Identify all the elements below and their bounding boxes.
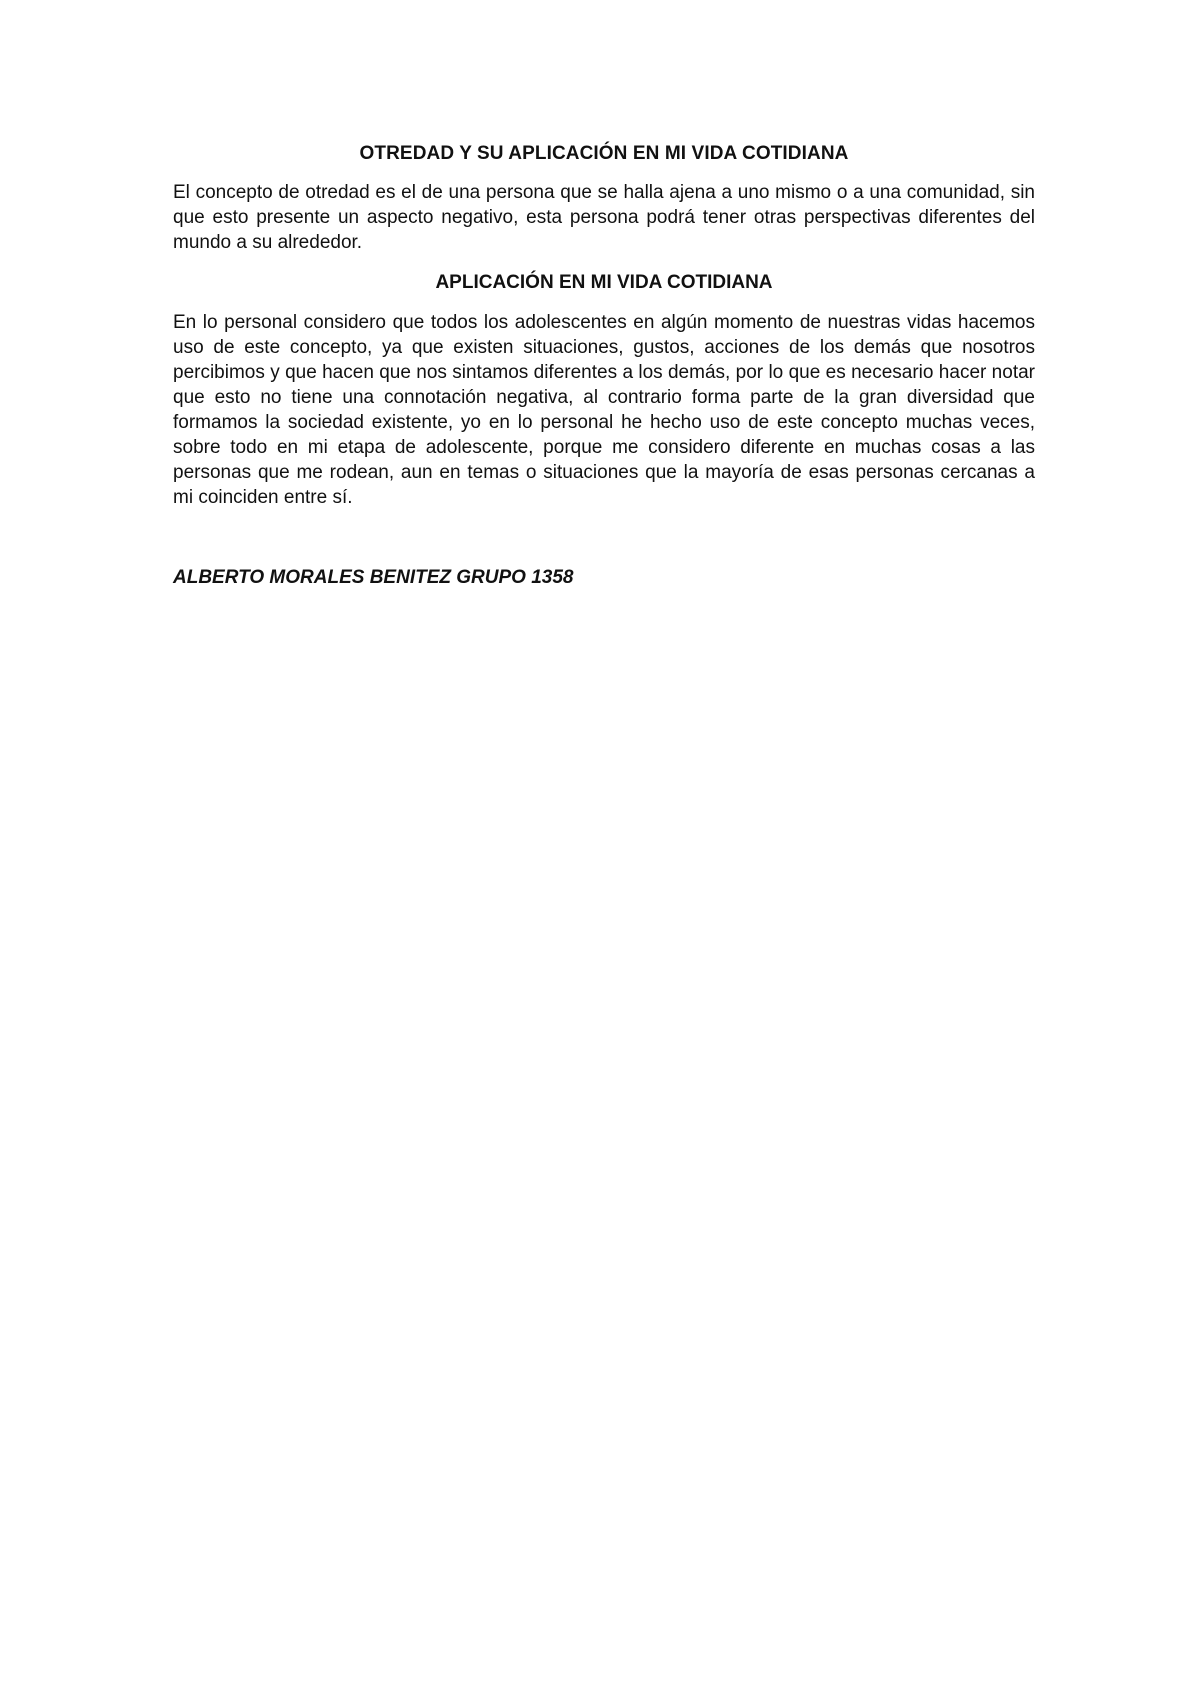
document-content [173,142,1035,590]
document-title: OTREDAD Y SU APLICACIÓN EN MI VIDA COTIDIANA [359,143,849,164]
intro-paragraph: El concepto de otredad es el de una persona que se halla ajena a uno mismo o a una comunidad, sin que esto presente un aspecto negativo, esta persona podrá tener otras perspectivas diferentes del mundo a su alrededor. [173,182,1035,253]
section-heading: APLICACIÓN EN MI VIDA COTIDIANA [435,272,773,293]
section-paragraph: En lo personal considero que todos los adolescentes en algún momento de nuestras vidas hacemos uso de este concepto, ya que existen situaciones, gustos, acciones de los demás que nosotros percibimos y que hacen que nos sintamos diferentes a los demás, por lo que es necesario hacer notar que esto no tiene una connotación negativa, al contrario forma parte de la gran diversidad que formamos la sociedad existente, yo en lo personal he hecho uso de este concepto muchas veces, sobre todo en mi etapa de adolescente, porque me considero diferente en muchas cosas a las personas que me rodean, aun en temas o situaciones que la mayoría de esas personas cercanas a mi coinciden entre sí. [173,312,1035,508]
author-signature: ALBERTO MORALES BENITEZ GRUPO 1358 [173,567,574,588]
